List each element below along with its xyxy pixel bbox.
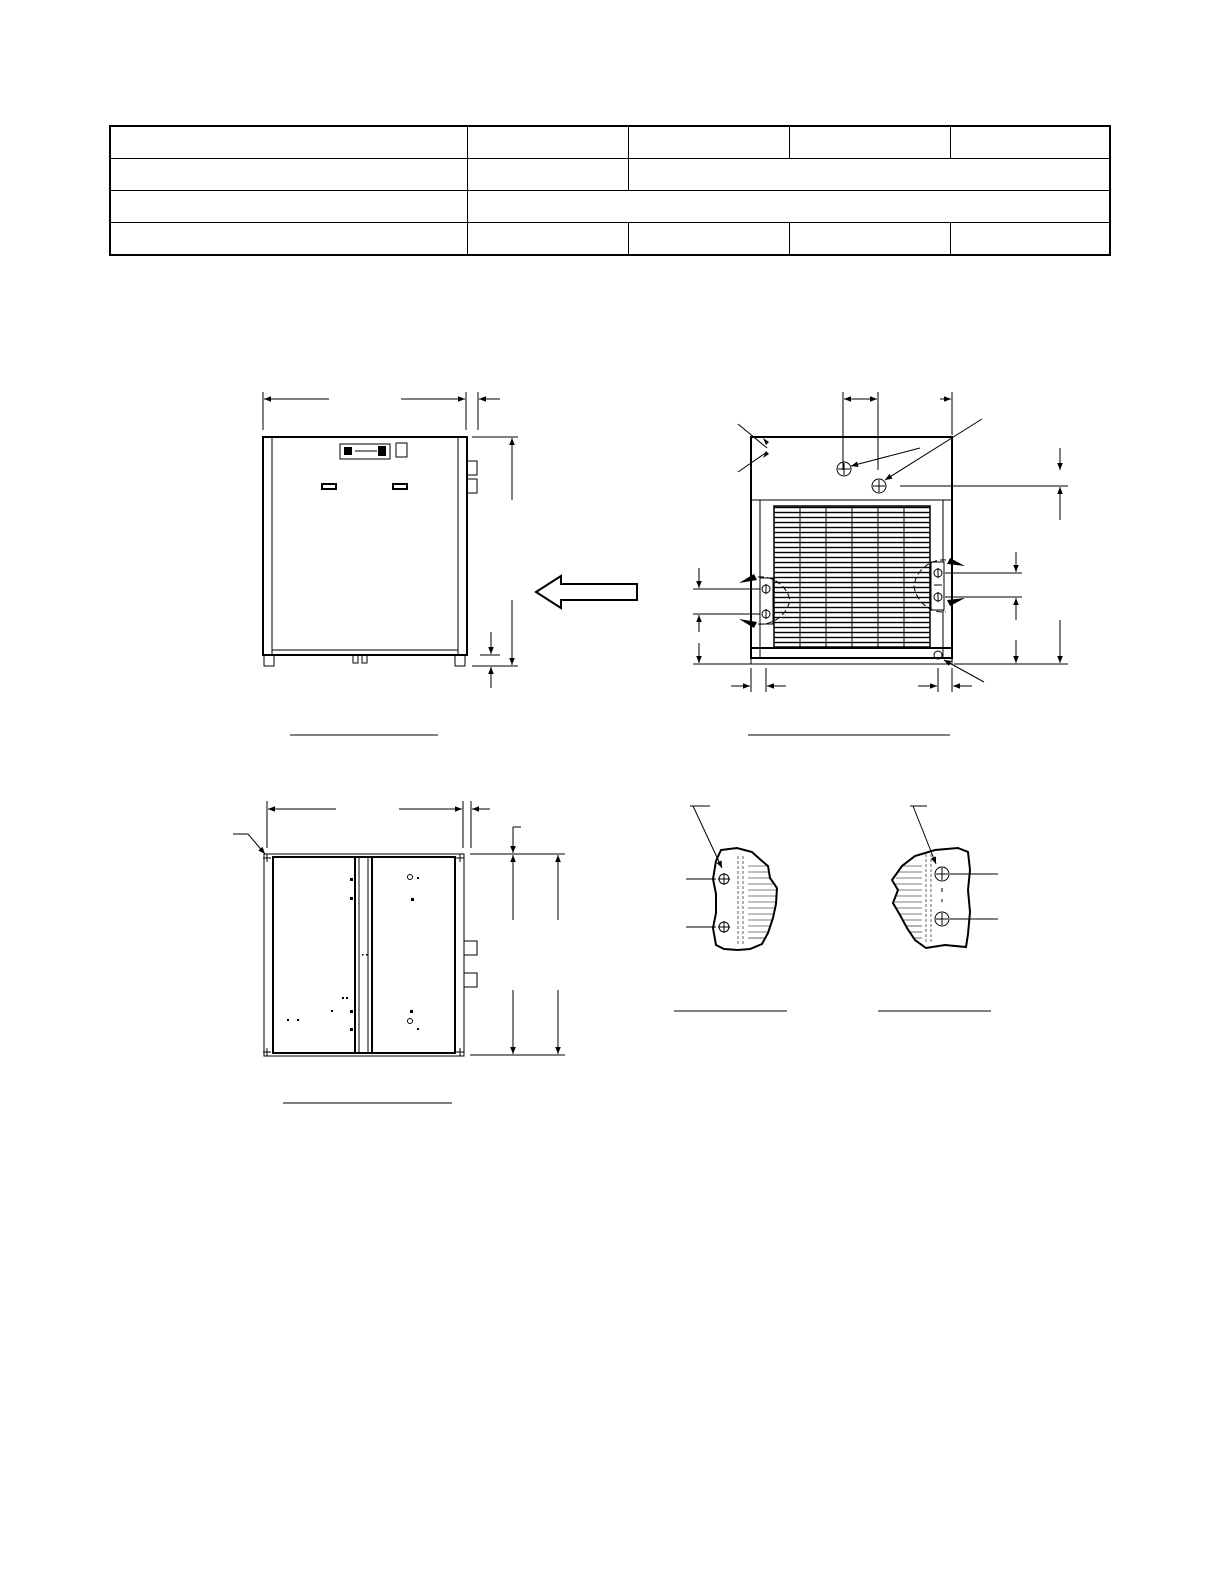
detail-right [878, 806, 998, 1011]
detail-callout-arrow [947, 558, 965, 606]
connection-stub [464, 973, 477, 987]
drain-fitting [353, 655, 367, 663]
dimension-width [263, 392, 500, 430]
cabinet-outline [263, 437, 467, 655]
front-view [263, 392, 518, 735]
foot [455, 655, 465, 666]
dimension-top [843, 392, 952, 470]
detail-left [674, 806, 787, 1011]
detail-callout-arrow [739, 574, 757, 628]
display-window [396, 443, 407, 457]
connection-stub [467, 461, 477, 475]
foot [264, 655, 274, 666]
dimension-bottom [731, 668, 972, 692]
dimension-depth [470, 827, 565, 1055]
handle [393, 484, 407, 489]
dimension-height [472, 437, 518, 688]
connection-stub [467, 479, 477, 493]
top-outline [264, 854, 464, 1056]
handle [322, 484, 336, 489]
dimension-width [267, 801, 490, 848]
coil-fins [738, 856, 776, 946]
view-direction-arrow [536, 576, 637, 608]
dimension-left [693, 568, 760, 664]
connection-stub [464, 941, 477, 955]
rear-view [693, 392, 1068, 735]
top-view [233, 801, 565, 1103]
